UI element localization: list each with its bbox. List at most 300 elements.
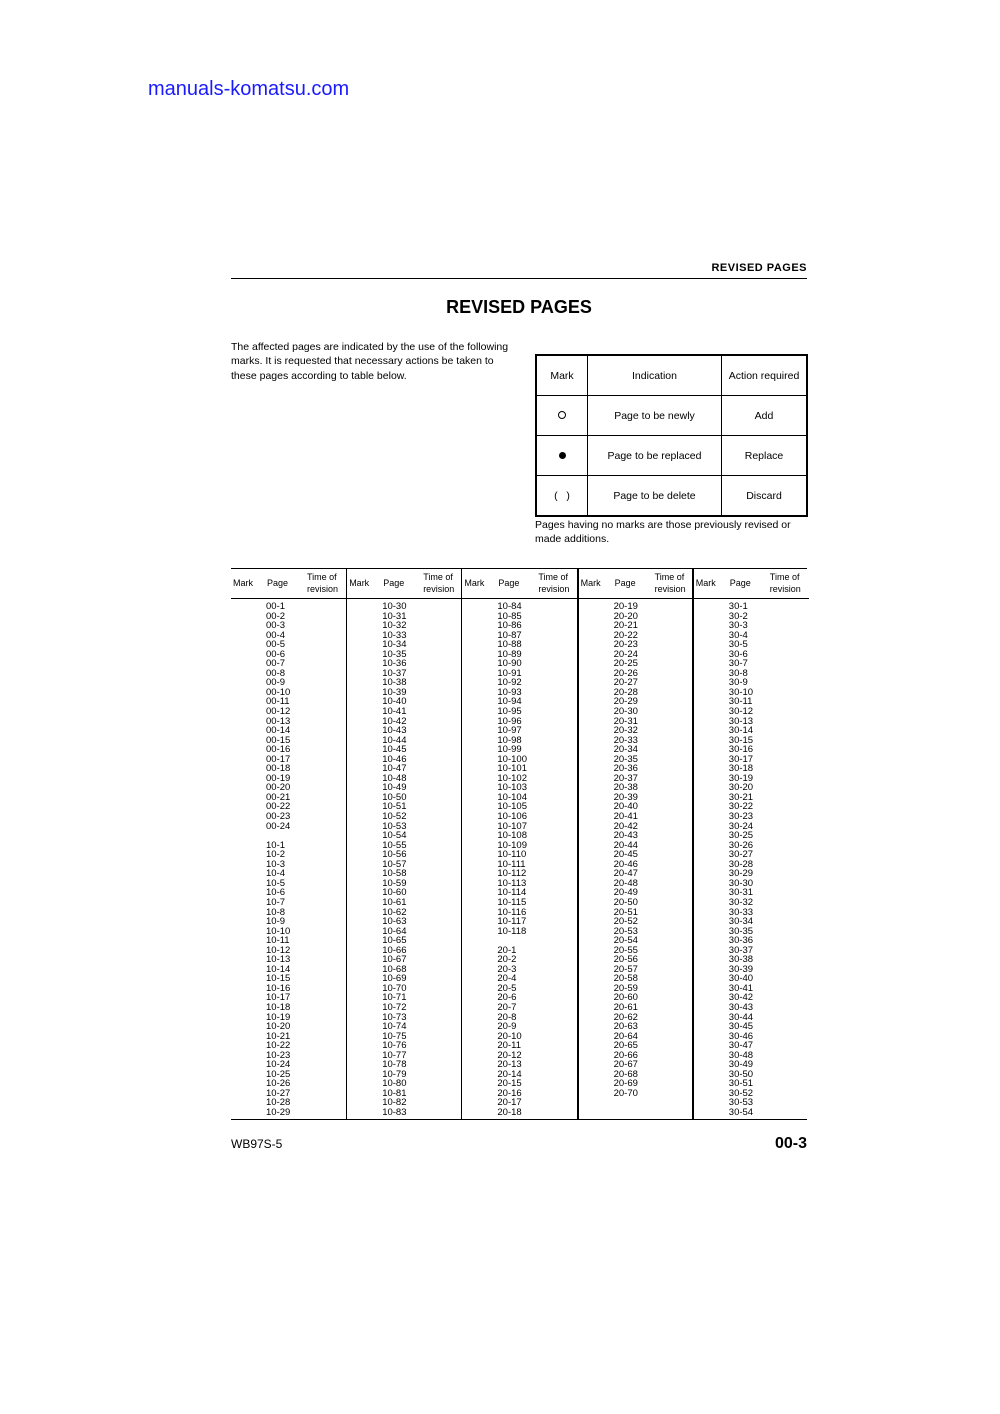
page-entry: 10-116: [497, 906, 527, 918]
page-entry: 30-46: [728, 1030, 754, 1042]
page-entry: 20-15: [497, 1078, 522, 1090]
page-entry: 00-19: [266, 772, 291, 784]
page-number: 00-3: [774, 1135, 807, 1152]
page-entry: 10-108: [497, 830, 527, 842]
page-entry: 00-1: [266, 601, 286, 612]
page-title: REVISED PAGES: [446, 297, 592, 317]
page-entry: 10-32: [382, 620, 407, 632]
page-entry: 00-4: [266, 629, 286, 641]
page-entry: 20-6: [497, 992, 517, 1004]
column-header-label: Page: [383, 578, 405, 588]
page-entry: 10-29: [266, 1106, 291, 1118]
action-cell: Discard: [722, 476, 808, 517]
page-entry: 10-16: [266, 982, 291, 994]
page-entry: 10-99: [497, 744, 522, 756]
page-entry: 30-31: [728, 887, 754, 899]
page-entry: 30-14: [728, 725, 754, 737]
page-entry: 30-10: [728, 686, 754, 698]
page-entry: 20-49: [613, 887, 638, 899]
page-entry: 10-55: [382, 839, 407, 851]
table-row: [536, 476, 807, 517]
page-entry: 20-55: [613, 944, 638, 956]
page-entry: 10-115: [497, 896, 527, 908]
page-entry: 20-47: [613, 868, 638, 880]
page-entry: 10-42: [382, 715, 407, 727]
page-entry: 10-23: [266, 1049, 291, 1061]
table-row: [536, 436, 807, 476]
page-entry: 20-64: [613, 1030, 638, 1042]
page-entry: 20-57: [613, 963, 638, 975]
page-entry: 00-12: [266, 706, 291, 718]
page-entry: 10-74: [382, 1021, 407, 1033]
page-entry: 10-67: [382, 954, 407, 966]
page-entry: 10-18: [266, 1001, 291, 1013]
column-header-label: Mark: [695, 578, 716, 588]
page-entry: 20-36: [613, 763, 638, 775]
page-entry: 10-112: [497, 868, 527, 880]
page-entry: 20-1: [497, 944, 517, 956]
page-entry: 10-20: [266, 1021, 291, 1033]
page-entry: 20-12: [497, 1049, 522, 1061]
page-entry: 20-70: [613, 1087, 638, 1099]
page-entry: 20-23: [613, 639, 638, 651]
page-entry: 30-23: [728, 811, 754, 823]
page-entry: 10-49: [382, 782, 407, 794]
page-entry: 30-48: [728, 1049, 754, 1061]
column-header-label: Page: [267, 578, 289, 588]
page-entry: 20-10: [497, 1030, 522, 1042]
page-entry: 30-15: [728, 734, 754, 746]
page-entry: 10-105: [497, 801, 527, 813]
column-header-label: Page: [729, 578, 751, 588]
page-entry: 10-28: [266, 1097, 291, 1109]
indication-cell: Page to be replaced: [588, 436, 722, 476]
page-entry: 30-40: [728, 973, 754, 985]
page-entry: 20-42: [613, 820, 638, 832]
filled-circle-icon: [559, 452, 566, 459]
page-entry: 20-68: [613, 1068, 638, 1080]
page-entry: 10-9: [266, 916, 286, 928]
page-entry: 00-9: [266, 677, 286, 689]
page-entry: 30-17: [728, 753, 754, 765]
page-entry: 10-79: [382, 1068, 407, 1080]
page-column: [461, 569, 577, 1119]
page-entry: 10-60: [382, 887, 407, 899]
page-entry: 20-16: [497, 1087, 522, 1099]
page-entry: 20-35: [613, 753, 638, 765]
page-entry: 20-56: [613, 954, 638, 966]
page-entry: 10-40: [382, 696, 407, 708]
page-entry: 10-56: [382, 849, 407, 861]
page-entry: 10-46: [382, 753, 407, 765]
indication-cell: Page to be newly: [588, 396, 722, 436]
page-entry: 30-33: [728, 906, 754, 918]
page-entry: 30-18: [728, 763, 754, 775]
page-entry: 30-41: [728, 982, 754, 994]
page-entry: 30-9: [728, 677, 748, 689]
page-entry: 30-30: [728, 877, 754, 889]
column-header: [231, 569, 346, 599]
open-circle-icon: [558, 411, 566, 419]
page-entry: 20-52: [613, 916, 638, 928]
page-entry: 10-44: [382, 734, 407, 746]
page-entry: 20-65: [613, 1040, 638, 1052]
page-entry: 10-97: [497, 725, 522, 737]
column-header: [579, 569, 694, 599]
action-cell: Replace: [722, 436, 808, 476]
page-entry: 10-27: [266, 1087, 291, 1099]
page-entry: 30-21: [728, 791, 754, 803]
page-entry: 30-38: [728, 954, 754, 966]
page-entry: 20-50: [613, 896, 638, 908]
page-entry: 30-12: [728, 706, 754, 718]
page-entry: 00-23: [266, 811, 291, 823]
page-entry: 30-32: [728, 896, 754, 908]
page-entry: 10-106: [497, 811, 527, 823]
header-rule: [231, 278, 807, 279]
page-entry: 20-31: [613, 715, 638, 727]
page-entry: 10-65: [382, 935, 407, 947]
page-entry: 30-42: [728, 992, 754, 1004]
page-entry: 10-86: [497, 620, 522, 632]
page-entry: 10-64: [382, 925, 407, 937]
page-entry: 30-7: [728, 658, 748, 670]
page-entry: 30-26: [728, 839, 754, 851]
page-entry: 20-30: [613, 706, 638, 718]
page-entry: 10-94: [497, 696, 522, 708]
page-entry: 20-19: [613, 601, 638, 612]
page-entry: 20-13: [497, 1059, 522, 1071]
intro-text: The affected pages are indicated by the use of the following marks. It is requested that necessary actions be taken to these pages according to table below.: [231, 341, 509, 382]
page-entry: 20-14: [497, 1068, 522, 1080]
page-entry: 10-72: [382, 1001, 407, 1013]
column-header-label: revision: [307, 584, 339, 594]
header-indication: Indication: [588, 355, 722, 396]
page-entry: 10-31: [382, 610, 407, 622]
page-entry: 20-41: [613, 811, 638, 823]
page-entry: 10-95: [497, 706, 522, 718]
page-entry: 30-6: [728, 648, 748, 660]
page-entry: 10-33: [382, 629, 407, 641]
column-header: [462, 569, 577, 599]
page-entry: 10-87: [497, 629, 522, 641]
marks-legend-table: [535, 354, 808, 517]
page-entry: 20-58: [613, 973, 638, 985]
column-header-label: Mark: [580, 578, 601, 588]
column-header-label: Mark: [464, 578, 485, 588]
page-entry: 20-69: [613, 1078, 638, 1090]
column-header: [694, 569, 809, 599]
page-entry: 10-54: [382, 830, 407, 842]
page-entry: 10-52: [382, 811, 407, 823]
page-entry: 20-40: [613, 801, 638, 813]
page-entry: 10-51: [382, 801, 407, 813]
page-entry: 30-36: [728, 935, 754, 947]
page-entry: 10-14: [266, 963, 291, 975]
page-entry: 10-21: [266, 1030, 291, 1042]
page-entry: 10-36: [382, 658, 407, 670]
page-entry: 20-66: [613, 1049, 638, 1061]
page-entry: 10-80: [382, 1078, 407, 1090]
page-entry: 30-4: [728, 629, 748, 641]
page-entry: 30-11: [728, 696, 753, 708]
page-entry: 10-103: [497, 782, 527, 794]
page-entry: 00-3: [266, 620, 286, 632]
page-entry: 20-4: [497, 973, 517, 985]
page-entry: 00-21: [266, 791, 291, 803]
page-entry: 10-91: [497, 667, 522, 679]
page-entry: 20-28: [613, 686, 638, 698]
page-entry: 10-68: [382, 963, 407, 975]
page-entry: 20-3: [497, 963, 517, 975]
column-header-label: Mark: [233, 578, 253, 588]
mark-cell: [536, 436, 588, 476]
page-entry: 10-70: [382, 982, 407, 994]
page-entry: 20-53: [613, 925, 638, 937]
page-entry: 10-85: [497, 610, 522, 622]
page-column: [577, 569, 694, 1119]
site-watermark-link[interactable]: manuals-komatsu.com: [148, 78, 350, 100]
page-entry: 20-34: [613, 744, 638, 756]
page-entry: 00-16: [266, 744, 291, 756]
page-entry: 20-44: [613, 839, 638, 851]
column-header-label: Time of: [538, 572, 569, 582]
indication-cell: Page to be delete: [588, 476, 722, 517]
page-entry: 20-67: [613, 1059, 638, 1071]
page-entry: 30-3: [728, 620, 748, 632]
page-entry: 30-28: [728, 858, 754, 870]
page-entry: 10-15: [266, 973, 291, 985]
page-entry: 20-63: [613, 1021, 638, 1033]
page-entry: 30-43: [728, 1001, 754, 1013]
page-entry: 30-47: [728, 1040, 754, 1052]
page-entry: 10-48: [382, 772, 407, 784]
page-entry: 00-6: [266, 648, 286, 660]
page-entry: 10-26: [266, 1078, 291, 1090]
page-entry: 10-53: [382, 820, 407, 832]
column-header-label: Mark: [349, 578, 370, 588]
page-entry: 10-90: [497, 658, 522, 670]
page-entry: 10-63: [382, 916, 407, 928]
page-entry: 30-34: [728, 916, 754, 928]
page-entry: 20-48: [613, 877, 638, 889]
page-entry: 30-24: [728, 820, 754, 832]
page-column: [231, 569, 346, 1119]
page-entry: 10-1: [266, 839, 286, 851]
page-entry: 00-20: [266, 782, 291, 794]
page-entry: 10-61: [382, 896, 407, 908]
page-entry: 30-49: [728, 1059, 754, 1071]
page-entry: 10-24: [266, 1059, 291, 1071]
page-entry: 30-19: [728, 772, 754, 784]
page-entry: 10-11: [266, 935, 290, 947]
page-entry: 30-25: [728, 830, 754, 842]
page-entry: 30-13: [728, 715, 754, 727]
column-header: [347, 569, 462, 599]
action-cell: Add: [722, 396, 808, 436]
page-entry: 10-117: [497, 916, 527, 928]
page-entry: 30-50: [728, 1068, 754, 1080]
page-entry: 10-50: [382, 791, 407, 803]
page-entry: 10-100: [497, 753, 527, 765]
header-mark: Mark: [536, 355, 588, 396]
page-entry: 10-39: [382, 686, 407, 698]
page-entry: 00-18: [266, 763, 291, 775]
page-entry: 20-5: [497, 982, 517, 994]
page-entry: 10-102: [497, 772, 527, 784]
page-entry: 30-22: [728, 801, 754, 813]
mark-cell: ( ): [536, 476, 588, 517]
page-entry: 10-38: [382, 677, 407, 689]
column-header-label: Time of: [423, 572, 453, 582]
page-entry: 30-29: [728, 868, 754, 880]
page-entry: 10-57: [382, 858, 407, 870]
page-entry: 20-18: [497, 1106, 522, 1118]
column-header-label: Time of: [769, 572, 800, 582]
page-entry: 20-9: [497, 1021, 517, 1033]
page-entry: 20-8: [497, 1011, 517, 1023]
page-entry: 10-45: [382, 744, 407, 756]
page-entry: 10-118: [497, 925, 527, 937]
page-entry: 20-22: [613, 629, 638, 641]
page-entry: 10-92: [497, 677, 522, 689]
page-entry: 10-82: [382, 1097, 407, 1109]
page-entry: 20-51: [613, 906, 638, 918]
page-entry: 10-78: [382, 1059, 407, 1071]
page-entry: 10-71: [382, 992, 407, 1004]
page-entry: 10-96: [497, 715, 522, 727]
page-entry: 10-59: [382, 877, 407, 889]
page-entry: 10-35: [382, 648, 407, 660]
page-entry: 10-47: [382, 763, 407, 775]
page-entry: 30-52: [728, 1087, 754, 1099]
page-entry: 10-77: [382, 1049, 407, 1061]
column-header-label: Time of: [307, 572, 337, 582]
page-entry: 20-11: [497, 1040, 521, 1052]
page-entry: 20-54: [613, 935, 638, 947]
page-entry: 10-10: [266, 925, 291, 937]
page-entry: 20-46: [613, 858, 638, 870]
page-entry: 30-35: [728, 925, 754, 937]
note-text: Pages having no marks are those previously revised or made additions.: [535, 519, 791, 546]
page-entry: 10-114: [497, 887, 527, 899]
page-entry: 30-51: [728, 1078, 754, 1090]
page-entry: 00-24: [266, 820, 291, 832]
page-entry: 20-26: [613, 667, 638, 679]
page-entry: 10-12: [266, 944, 291, 956]
page-entry: 20-17: [497, 1097, 522, 1109]
page-entry: 00-7: [266, 658, 286, 670]
page-entry: 20-21: [613, 620, 638, 632]
page-entry: 10-81: [382, 1087, 407, 1099]
page-entry: 00-13: [266, 715, 291, 727]
page-entry: 10-84: [497, 601, 522, 612]
header-action: Action required: [722, 355, 808, 396]
page-list: [729, 602, 753, 1118]
page-column: [692, 569, 809, 1119]
column-header-label: revision: [654, 584, 686, 594]
page-entry: 10-2: [266, 849, 286, 861]
page-entry: 20-32: [613, 725, 638, 737]
page-entry: 10-62: [382, 906, 407, 918]
page-entry: 10-58: [382, 868, 407, 880]
column-header-label: revision: [423, 584, 455, 594]
page-list: [382, 602, 406, 1118]
page-entry: 30-45: [728, 1021, 754, 1033]
page-entry: 00-8: [266, 667, 286, 679]
page-entry: 10-30: [382, 601, 407, 612]
mark-cell: [536, 396, 588, 436]
page-entry: 00-10: [266, 686, 291, 698]
page-entry: 10-8: [266, 906, 286, 918]
page-entry: 10-22: [266, 1040, 291, 1052]
page-entry: 10-69: [382, 973, 407, 985]
page-entry: 10-7: [266, 896, 286, 908]
page-list: [266, 602, 290, 1118]
page-entry: 30-16: [728, 744, 754, 756]
page-entry: 10-111: [497, 858, 526, 870]
page-entry: 10-41: [382, 706, 407, 718]
page-entry: 20-20: [613, 610, 638, 622]
page-entry: 20-27: [613, 677, 638, 689]
page-entry: 10-66: [382, 944, 407, 956]
page-entry: 10-107: [497, 820, 527, 832]
page-entry: 10-101: [497, 763, 527, 775]
page-entry: 20-29: [613, 696, 638, 708]
page-entry: 10-17: [266, 992, 291, 1004]
column-header-label: Page: [614, 578, 636, 588]
page-entry: 10-113: [497, 877, 527, 889]
page-entry: 30-8: [728, 667, 748, 679]
page-entry: 20-7: [497, 1001, 517, 1013]
page-entry: 00-17: [266, 753, 291, 765]
page-entry: 00-14: [266, 725, 291, 737]
page-entry: 10-89: [497, 648, 522, 660]
column-header-label: Time of: [654, 572, 685, 582]
page-entry: 10-98: [497, 734, 522, 746]
column-header-label: Page: [498, 578, 520, 588]
page-entry: 20-38: [613, 782, 638, 794]
page-entry: 10-73: [382, 1011, 407, 1023]
page-entry: 00-5: [266, 639, 286, 651]
page-entry: 30-39: [728, 963, 754, 975]
page-entry: 20-62: [613, 1011, 638, 1023]
page-entry: 00-15: [266, 734, 291, 746]
page-entry: 20-25: [613, 658, 638, 670]
page-entry: 10-5: [266, 877, 286, 889]
page-entry: 10-104: [497, 791, 527, 803]
table-header-row: [536, 355, 807, 396]
page-entry: 10-75: [382, 1030, 407, 1042]
page-list: [614, 602, 638, 1098]
page-entry: 00-2: [266, 610, 286, 622]
model-number: WB97S-5: [231, 1137, 283, 1151]
page-entry: 30-53: [728, 1097, 754, 1109]
page-entry: 30-20: [728, 782, 754, 794]
page-entry: 10-43: [382, 725, 407, 737]
column-header-label: revision: [769, 584, 801, 594]
page-entry: 30-1: [728, 601, 748, 612]
page-entry: 10-93: [497, 686, 522, 698]
running-header: REVISED PAGES: [711, 262, 807, 274]
page-entry: 10-110: [497, 849, 527, 861]
column-header-label: revision: [538, 584, 570, 594]
table-row: [536, 396, 807, 436]
page-entry: 20-61: [613, 1001, 638, 1013]
page-entry: 30-5: [728, 639, 748, 651]
page-entry: 10-34: [382, 639, 407, 651]
page-entry: 20-37: [613, 772, 638, 784]
